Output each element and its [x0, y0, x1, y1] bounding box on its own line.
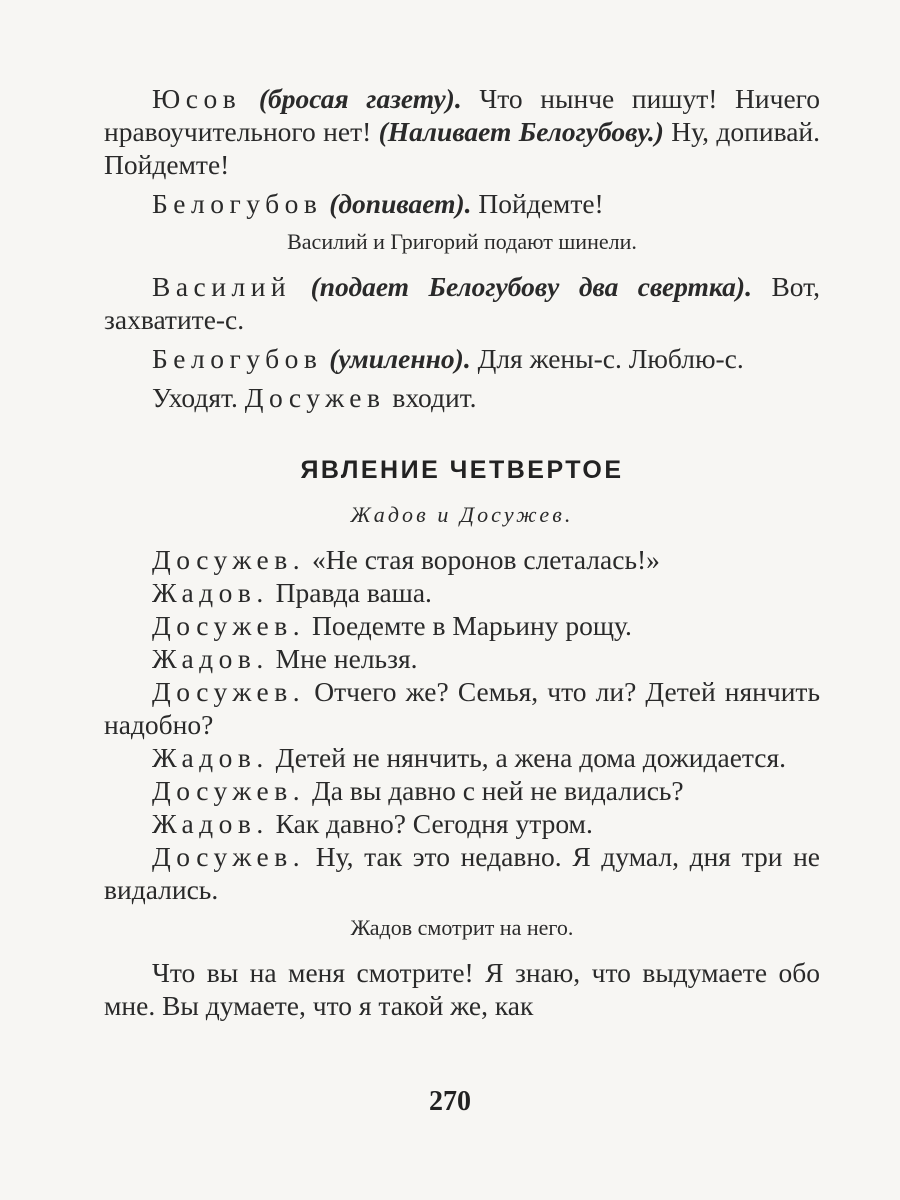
- stage-text: Уходят.: [152, 382, 238, 413]
- speaker-name: Досужев.: [152, 841, 306, 872]
- line-text: Отчего же? Семья, что ли? Детей нянчить надобно?: [104, 676, 820, 740]
- stage-remark: (Наливает Белогубову.): [378, 116, 664, 147]
- dialogue: [104, 543, 820, 906]
- dialogue-line: [104, 741, 820, 774]
- dialogue-line: [104, 774, 820, 807]
- speaker-name: Досужев.: [152, 775, 306, 806]
- dialogue-line: [104, 807, 820, 840]
- speaker-name: Белогубов: [152, 343, 323, 374]
- speaker-name: Досужев.: [152, 544, 306, 575]
- speaker-name: Белогубов: [152, 188, 323, 219]
- stage-remark: (бросая газету).: [258, 83, 462, 114]
- dialogue-line: [104, 840, 820, 906]
- dialogue-line: [104, 642, 820, 675]
- dialogue-line: [104, 609, 820, 642]
- replica-text: Что нынче пишут! Ничего нравоучительного нет!: [104, 83, 820, 147]
- line-text: Ну, так это недавно. Я думал, дня три не видались.: [104, 841, 820, 905]
- line-text: Мне нельзя.: [268, 643, 418, 674]
- scene-heading: ЯВЛЕНИЕ ЧЕТВЕРТОЕ: [300, 456, 624, 484]
- line-text: «Не стая воронов слеталась!»: [305, 544, 660, 575]
- speaker-name: Досужев.: [152, 610, 306, 641]
- line-text: Как давно? Сегодня утром.: [268, 808, 593, 839]
- dialogue-line: [104, 576, 820, 609]
- replica-yusov: [104, 82, 820, 181]
- line-text: Поедемте в Марьину рощу.: [305, 610, 632, 641]
- dialogue-line: [104, 675, 820, 741]
- stage-direction: Василий и Григорий подают шинели.: [287, 229, 637, 254]
- dialogue-line: [104, 543, 820, 576]
- replica-text: Для жены-с. Люблю-с.: [470, 343, 744, 374]
- replica-belogubov-2: [104, 342, 820, 375]
- speaker-name: Жадов.: [152, 577, 269, 608]
- stage-remark: (подает Белогубову два свертка).: [310, 271, 752, 302]
- page-text: [104, 82, 820, 1028]
- replica-text: Вот, захватите-с.: [104, 271, 820, 335]
- speaker-name: Жадов.: [152, 643, 269, 674]
- speaker-name: Жадов.: [152, 742, 269, 773]
- replica-text: Ну, допивай. Пойдемте!: [104, 116, 820, 180]
- scene-cast: Жадов и Досужев.: [350, 502, 574, 527]
- page-number: 270: [429, 1086, 471, 1117]
- stage-exit: [104, 381, 820, 414]
- replica-belogubov: [104, 187, 820, 220]
- stage-remark: (допивает).: [329, 188, 472, 219]
- line-text: Да вы давно с ней не видались?: [305, 775, 684, 806]
- replica-vasiliy: [104, 270, 820, 336]
- line-text: Правда ваша.: [268, 577, 432, 608]
- speaker-name: Жадов.: [152, 808, 269, 839]
- speaker-name: Юсов: [152, 83, 242, 114]
- closing-replica: Что вы на меня смотрите! Я знаю, что выдумаете обо мне. Вы думаете, что я такой же, как: [104, 957, 820, 1021]
- speaker-name: Досужев: [244, 382, 386, 413]
- speaker-name: Досужев.: [152, 676, 306, 707]
- line-text: Детей не нянчить, а жена дома дожидается.: [268, 742, 786, 773]
- speaker-name: Василий: [152, 271, 292, 302]
- stage-direction: Жадов смотрит на него.: [350, 915, 574, 940]
- replica-text: Пойдемте!: [471, 188, 604, 219]
- stage-remark: (умиленно).: [329, 343, 471, 374]
- stage-text: входит.: [385, 382, 477, 413]
